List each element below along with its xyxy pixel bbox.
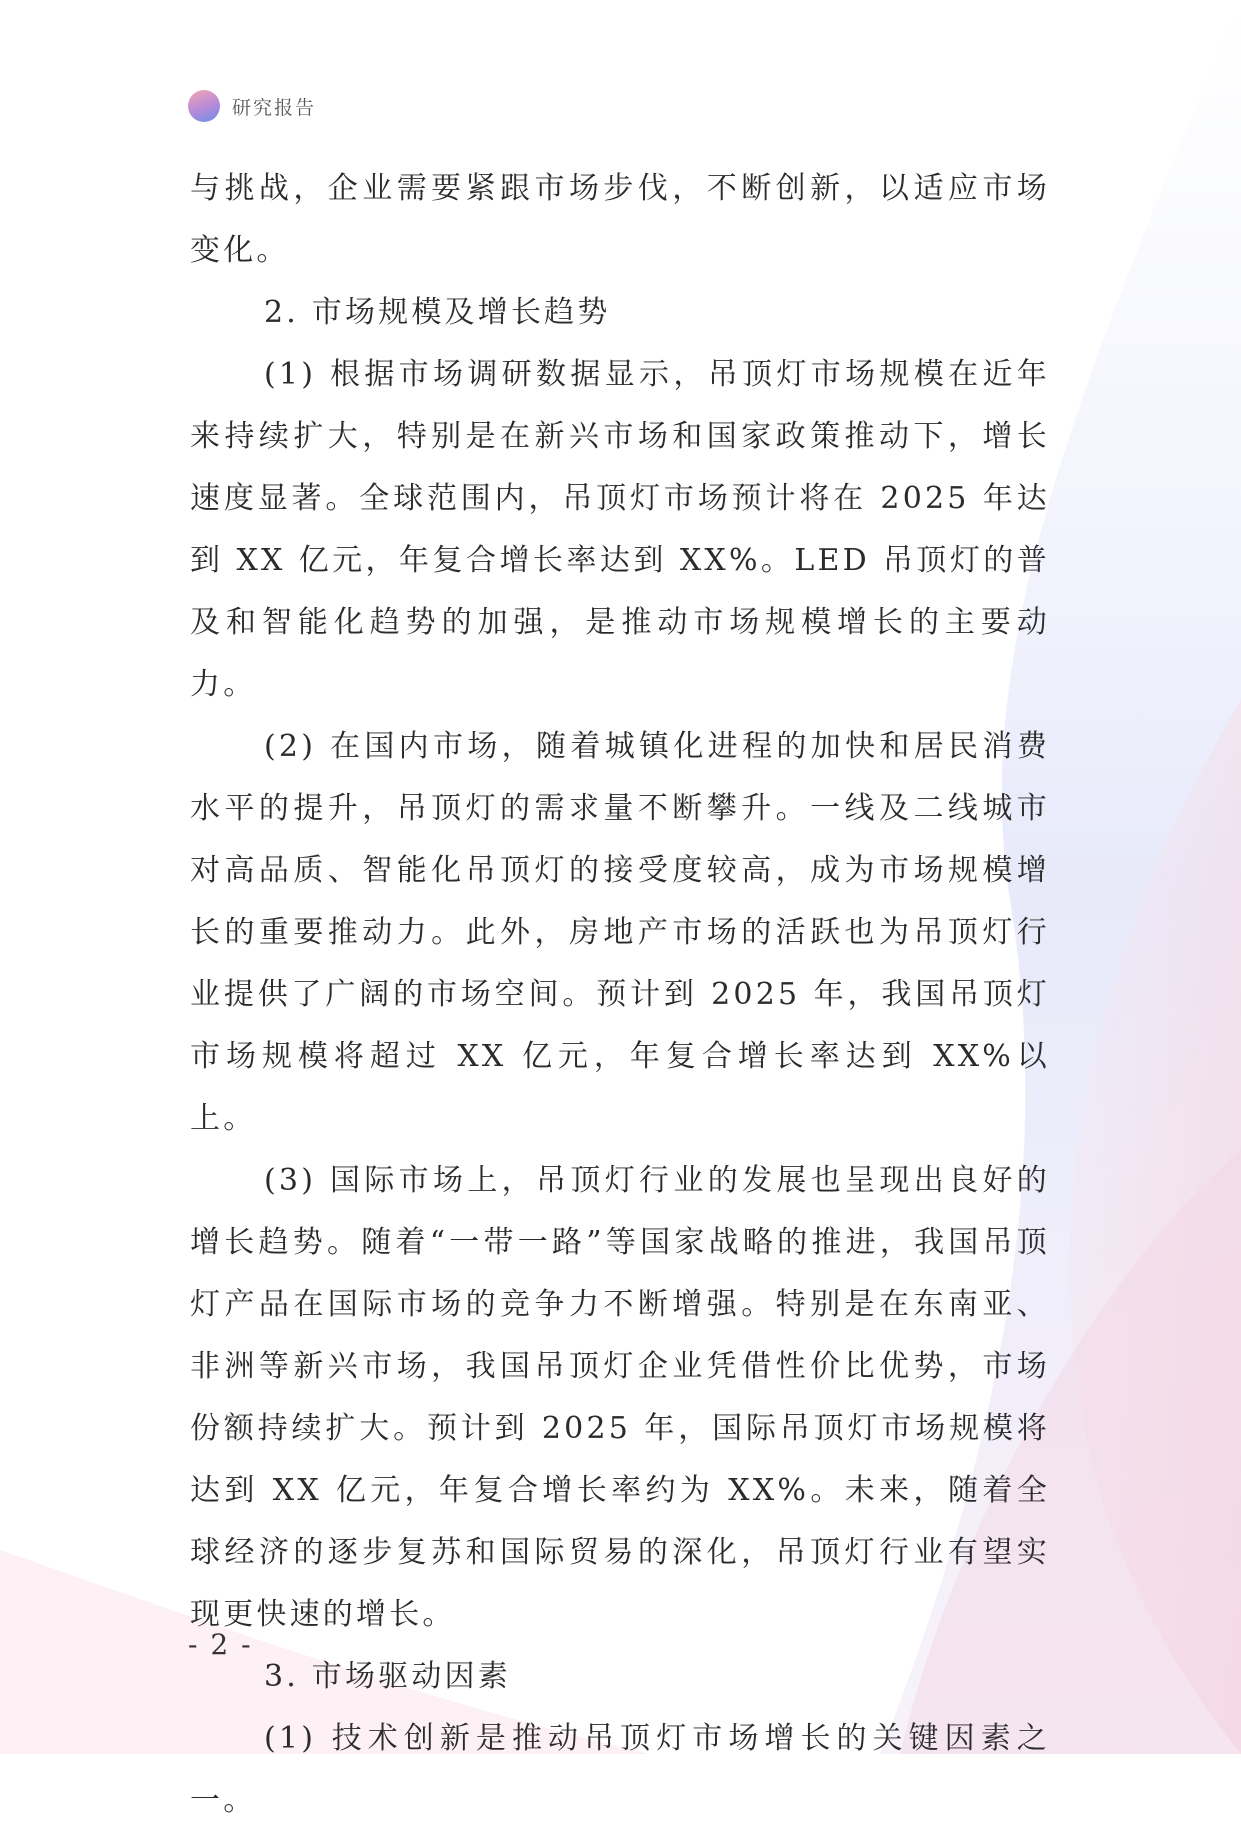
section-heading-market-size: 2. 市场规模及增长趋势: [264, 295, 611, 330]
report-logo-icon: [188, 90, 220, 122]
document-body: [190, 158, 1050, 1832]
paragraph-item-1: (1) 根据市场调研数据显示，吊顶灯市场规模在近年来持续扩大，特别是在新兴市场和国家政策推动下，增长速度显著。全球范围内，吊顶灯市场预计将在 2025 年达到 XX 亿元，年复合增长率达到 XX%。LED 吊顶灯的普及和智能化趋势的加强，是推动市场规模增长的主要动力。: [190, 357, 1050, 702]
paragraph-continued: 与挑战，企业需要紧跟市场步伐，不断创新，以适应市场变化。: [190, 171, 1050, 268]
report-header-label: 研究报告: [232, 96, 317, 119]
paragraph-item-3: (3) 国际市场上，吊顶灯行业的发展也呈现出良好的增长趋势。随着“一带一路”等国家战略的推进，我国吊顶灯产品在国际市场的竞争力不断增强。特别是在东南亚、非洲等新兴市场，我国吊顶灯企业凭借性价比优势，市场份额持续扩大。预计到 2025 年，国际吊顶灯市场规模将达到 XX 亿元，年复合增长率约为 XX%。未来，随着全球经济的逐步复苏和国际贸易的深化，吊顶灯行业有望实现更快速的增长。: [190, 1163, 1050, 1632]
section-heading-market-drivers: 3. 市场驱动因素: [264, 1659, 511, 1694]
page-number: - 2 -: [188, 1628, 253, 1661]
report-header: [188, 90, 316, 122]
paragraph-driver-1: (1) 技术创新是推动吊顶灯市场增长的关键因素之一。: [190, 1721, 1050, 1818]
paragraph-item-2: (2) 在国内市场，随着城镇化进程的加快和居民消费水平的提升，吊顶灯的需求量不断攀升。一线及二线城市对高品质、智能化吊顶灯的接受度较高，成为市场规模增长的重要推动力。此外，房地产市场的活跃也为吊顶灯行业提供了广阔的市场空间。预计到 2025 年，我国吊顶灯市场规模将超过 XX 亿元，年复合增长率达到 XX%以上。: [190, 729, 1050, 1136]
